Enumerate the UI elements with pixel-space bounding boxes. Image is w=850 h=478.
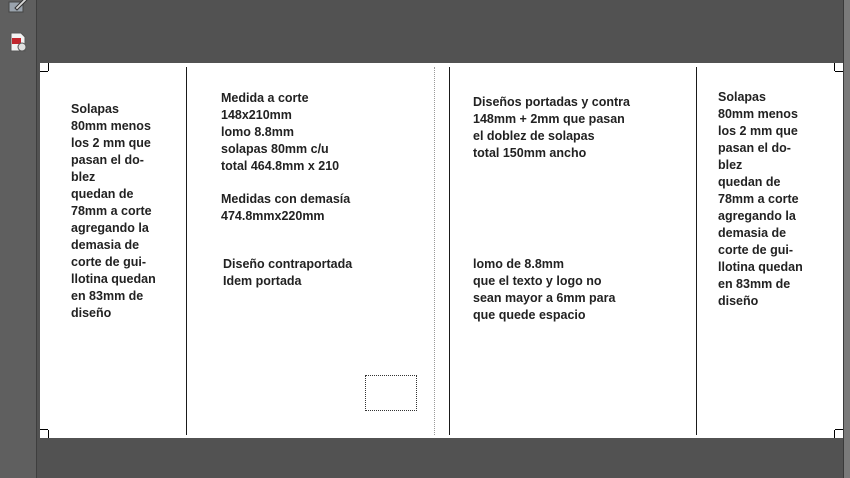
tools-panel — [0, 0, 37, 478]
right-flap-note: Solapas 80mm menos los 2 mm que pasan el do- blez quedan de 78mm a corte agregando la demasia de corte de gui- llotina quedan en 83mm de diseño — [718, 90, 803, 308]
crop-mark — [834, 63, 835, 71]
back-cover-design-note: Diseño contraportada Idem portada — [223, 257, 353, 288]
crop-mark — [835, 71, 843, 72]
crop-mark — [48, 63, 49, 71]
pdf-document-icon[interactable] — [7, 32, 29, 52]
crop-mark — [834, 430, 835, 438]
spine-guide-left — [434, 67, 436, 435]
fold-line-right — [696, 67, 697, 435]
pencil-edit-icon[interactable] — [7, 0, 29, 16]
left-flap-note: Solapas 80mm menos los 2 mm que pasan el do- blez quedan de 78mm a corte agregando la demasia de corte de gui- llotina quedan en 83mm de diseño — [71, 102, 156, 320]
fold-line-center — [449, 67, 450, 435]
spine-note: lomo de 8.8mm que el texto y logo no sean mayor a 6mm para que quede espacio — [473, 257, 616, 322]
fold-line-left — [186, 67, 187, 435]
cover-design-note: Diseños portadas y contra 148mm + 2mm que pasan el doblez de solapas total 150mm ancho — [473, 95, 630, 160]
crop-mark — [835, 429, 843, 430]
artboard-page — [40, 63, 843, 438]
barcode-placeholder-frame[interactable] — [365, 375, 417, 411]
bleed-specs: Medidas con demasía 474.8mmx220mm — [221, 192, 351, 223]
crop-mark — [40, 71, 48, 72]
back-cover-specs: Medida a corte 148x210mm lomo 8.8mm solapas 80mm c/u total 464.8mm x 210 — [221, 91, 340, 173]
crop-mark — [40, 429, 48, 430]
crop-mark — [48, 430, 49, 438]
vertical-scrollbar[interactable] — [843, 0, 850, 478]
